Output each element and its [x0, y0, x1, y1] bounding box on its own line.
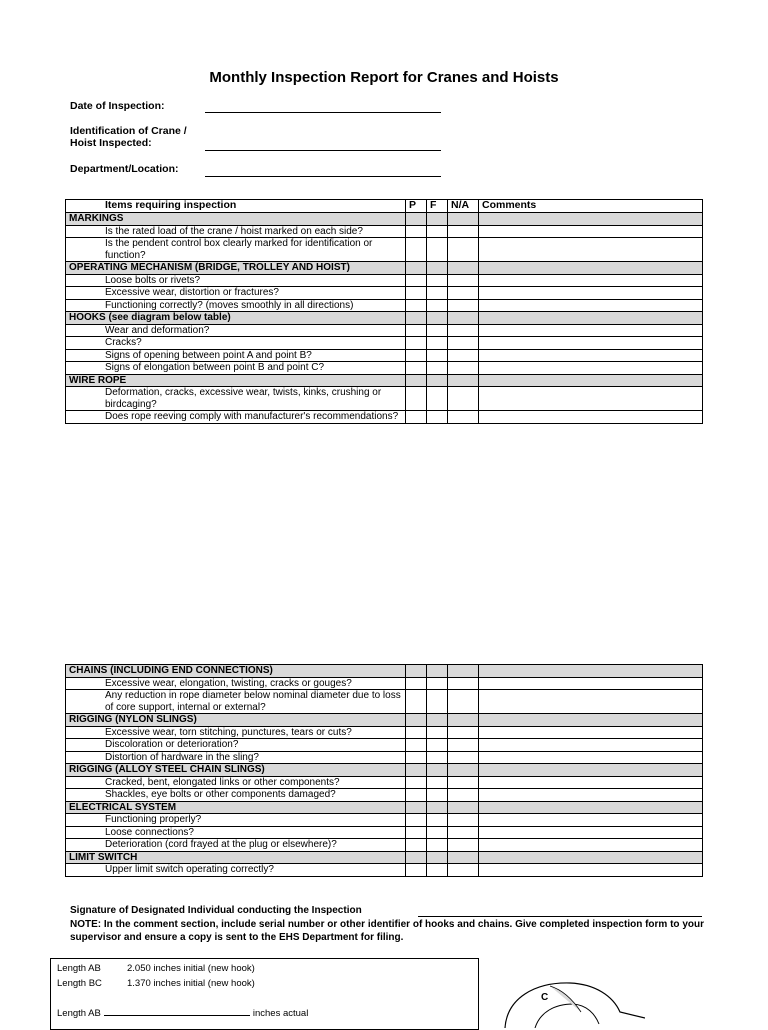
table-row	[66, 751, 703, 764]
item-label: Is the rated load of the crane / hoist marked on each side?	[66, 225, 406, 238]
table-row	[66, 726, 703, 739]
f-cell[interactable]	[427, 287, 448, 300]
point-c-label: C	[541, 992, 549, 1003]
table-row	[66, 739, 703, 752]
comments-cell[interactable]	[479, 776, 703, 789]
comments-cell[interactable]	[479, 864, 703, 877]
item-label: Shackles, eye bolts or other components damaged?	[66, 789, 406, 802]
length-bc-label: Length BC	[57, 978, 102, 989]
section-row	[66, 764, 703, 777]
item-label: Discoloration or deterioration?	[66, 739, 406, 752]
item-label: Deterioration (cord frayed at the plug or elsewhere)?	[66, 839, 406, 852]
p-cell[interactable]	[406, 826, 427, 839]
f-cell[interactable]	[427, 238, 448, 262]
na-cell[interactable]	[448, 826, 479, 839]
hook-length-box	[50, 958, 479, 1030]
na-cell[interactable]	[448, 349, 479, 362]
p-cell[interactable]	[406, 677, 427, 690]
na-cell[interactable]	[448, 677, 479, 690]
table-row	[66, 349, 703, 362]
item-label: Loose bolts or rivets?	[66, 274, 406, 287]
length-actual-suffix: inches actual	[252, 1008, 309, 1019]
f-cell[interactable]	[427, 387, 448, 411]
na-cell[interactable]	[448, 739, 479, 752]
table-row	[66, 826, 703, 839]
section-operating: OPERATING MECHANISM (BRIDGE, TROLLEY AND HOIST)	[66, 262, 406, 275]
comments-cell[interactable]	[479, 789, 703, 802]
na-cell[interactable]	[448, 839, 479, 852]
table-row	[66, 225, 703, 238]
item-label: Functioning correctly? (moves smoothly in all directions)	[66, 299, 406, 312]
na-cell[interactable]	[448, 411, 479, 424]
comments-cell[interactable]	[479, 287, 703, 300]
hook-diagram	[495, 978, 645, 1028]
table-row	[66, 839, 703, 852]
table-row	[66, 238, 703, 262]
dept-label: Department/Location:	[70, 163, 179, 175]
header-p: P	[406, 200, 427, 213]
f-cell[interactable]	[427, 839, 448, 852]
table-row	[66, 864, 703, 877]
item-label: Functioning properly?	[66, 814, 406, 827]
item-label: Excessive wear, distortion or fractures?	[66, 287, 406, 300]
f-cell[interactable]	[427, 324, 448, 337]
section-row	[66, 801, 703, 814]
comments-cell[interactable]	[479, 337, 703, 350]
header-items: Items requiring inspection	[66, 200, 406, 213]
table-row	[66, 690, 703, 714]
f-cell[interactable]	[427, 864, 448, 877]
table-row	[66, 362, 703, 375]
table-header-row	[66, 200, 703, 213]
p-cell[interactable]	[406, 362, 427, 375]
f-cell[interactable]	[427, 726, 448, 739]
section-row	[66, 714, 703, 727]
f-cell[interactable]	[427, 751, 448, 764]
item-label: Is the pendent control box clearly marked for identification or function?	[66, 238, 406, 262]
p-cell[interactable]	[406, 337, 427, 350]
na-cell[interactable]	[448, 238, 479, 262]
p-cell[interactable]	[406, 690, 427, 714]
na-cell[interactable]	[448, 274, 479, 287]
item-label: Signs of elongation between point B and point C?	[66, 362, 406, 375]
table-row	[66, 324, 703, 337]
section-electrical: ELECTRICAL SYSTEM	[66, 801, 406, 814]
na-cell[interactable]	[448, 751, 479, 764]
na-cell[interactable]	[448, 324, 479, 337]
p-cell[interactable]	[406, 238, 427, 262]
na-cell[interactable]	[448, 814, 479, 827]
p-cell[interactable]	[406, 789, 427, 802]
section-wire-rope: WIRE ROPE	[66, 374, 406, 387]
f-cell[interactable]	[427, 362, 448, 375]
length-ab-value: 2.050 inches initial (new hook)	[127, 963, 255, 974]
section-row	[66, 665, 703, 678]
item-label: Excessive wear, torn stitching, punctures, tears or cuts?	[66, 726, 406, 739]
p-cell[interactable]	[406, 387, 427, 411]
section-row	[66, 213, 703, 226]
p-cell[interactable]	[406, 299, 427, 312]
section-hooks: HOOKS (see diagram below table)	[66, 312, 406, 325]
table-row	[66, 299, 703, 312]
item-label: Excessive wear, elongation, twisting, cracks or gouges?	[66, 677, 406, 690]
na-cell[interactable]	[448, 690, 479, 714]
table-row	[66, 287, 703, 300]
comments-cell[interactable]	[479, 739, 703, 752]
table-row	[66, 274, 703, 287]
p-cell[interactable]	[406, 739, 427, 752]
comments-cell[interactable]	[479, 726, 703, 739]
page-title: Monthly Inspection Report for Cranes and Hoists	[209, 69, 559, 86]
hook-inner-curve	[535, 1004, 599, 1028]
na-cell[interactable]	[448, 225, 479, 238]
na-cell[interactable]	[448, 864, 479, 877]
item-label: Deformation, cracks, excessive wear, twists, kinks, crushing or birdcaging?	[66, 387, 406, 411]
f-cell[interactable]	[427, 299, 448, 312]
f-cell[interactable]	[427, 789, 448, 802]
f-cell[interactable]	[427, 274, 448, 287]
p-cell[interactable]	[406, 225, 427, 238]
na-cell[interactable]	[448, 287, 479, 300]
table-row	[66, 337, 703, 350]
na-cell[interactable]	[448, 776, 479, 789]
f-cell[interactable]	[427, 677, 448, 690]
item-label: Any reduction in rope diameter below nominal diameter due to loss of core support, internal or external?	[66, 690, 406, 714]
section-chains: CHAINS (INCLUDING END CONNECTIONS)	[66, 665, 406, 678]
f-cell[interactable]	[427, 337, 448, 350]
comments-cell[interactable]	[479, 411, 703, 424]
comments-cell[interactable]	[479, 362, 703, 375]
p-cell[interactable]	[406, 349, 427, 362]
comments-cell[interactable]	[479, 324, 703, 337]
date-label: Date of Inspection:	[70, 100, 165, 112]
p-cell[interactable]	[406, 839, 427, 852]
ident-label-line2: Hoist Inspected:	[70, 137, 152, 149]
comments-cell[interactable]	[479, 751, 703, 764]
na-cell[interactable]	[448, 789, 479, 802]
f-cell[interactable]	[427, 411, 448, 424]
p-cell[interactable]	[406, 726, 427, 739]
p-cell[interactable]	[406, 324, 427, 337]
comments-cell[interactable]	[479, 299, 703, 312]
comments-cell[interactable]	[479, 349, 703, 362]
header-f: F	[427, 200, 448, 213]
section-alloy: RIGGING (ALLOY STEEL CHAIN SLINGS)	[66, 764, 406, 777]
comments-cell[interactable]	[479, 814, 703, 827]
comments-cell[interactable]	[479, 826, 703, 839]
item-label: Wear and deformation?	[66, 324, 406, 337]
f-cell[interactable]	[427, 826, 448, 839]
f-cell[interactable]	[427, 776, 448, 789]
item-label: Does rope reeving comply with manufacturer's recommendations?	[66, 411, 406, 424]
length-ab-actual-label: Length AB	[57, 1008, 101, 1019]
na-cell[interactable]	[448, 299, 479, 312]
comments-cell[interactable]	[479, 677, 703, 690]
section-limit-switch: LIMIT SWITCH	[66, 851, 406, 864]
table-row	[66, 411, 703, 424]
note-text: NOTE: In the comment section, include serial number or other identifier of hooks and chains. Give completed inspection form to your supervisor and ensure a copy is sent to the EHS Department for filing.	[70, 918, 704, 943]
p-cell[interactable]	[406, 274, 427, 287]
section-row	[66, 374, 703, 387]
f-cell[interactable]	[427, 739, 448, 752]
comments-cell[interactable]	[479, 690, 703, 714]
length-bc-value: 1.370 inches initial (new hook)	[127, 978, 255, 989]
ident-label	[70, 125, 187, 149]
table-row	[66, 387, 703, 411]
header-na: N/A	[448, 200, 479, 213]
item-label: Signs of opening between point A and point B?	[66, 349, 406, 362]
section-markings: MARKINGS	[66, 213, 406, 226]
table-row	[66, 677, 703, 690]
comments-cell[interactable]	[479, 387, 703, 411]
p-cell[interactable]	[406, 776, 427, 789]
inspection-table-1	[65, 199, 703, 424]
p-cell[interactable]	[406, 287, 427, 300]
inspection-table-2	[65, 664, 703, 877]
item-label: Cracks?	[66, 337, 406, 350]
na-cell[interactable]	[448, 362, 479, 375]
header-comments: Comments	[479, 200, 703, 213]
item-label: Loose connections?	[66, 826, 406, 839]
item-label: Distortion of hardware in the sling?	[66, 751, 406, 764]
dept-field[interactable]	[205, 176, 441, 177]
signature-block	[70, 904, 710, 945]
section-row	[66, 851, 703, 864]
section-nylon: RIGGING (NYLON SLINGS)	[66, 714, 406, 727]
ident-field[interactable]	[205, 150, 441, 151]
section-row	[66, 312, 703, 325]
section-row	[66, 262, 703, 275]
na-cell[interactable]	[448, 726, 479, 739]
length-ab-label: Length AB	[57, 963, 101, 974]
hook-shading	[550, 986, 581, 1012]
date-field[interactable]	[205, 112, 441, 113]
p-cell[interactable]	[406, 814, 427, 827]
p-cell[interactable]	[406, 411, 427, 424]
f-cell[interactable]	[427, 690, 448, 714]
table-row	[66, 814, 703, 827]
p-cell[interactable]	[406, 864, 427, 877]
length-ab-actual-row	[57, 1008, 308, 1019]
na-cell[interactable]	[448, 387, 479, 411]
comments-cell[interactable]	[479, 238, 703, 262]
table-row	[66, 776, 703, 789]
item-label: Upper limit switch operating correctly?	[66, 864, 406, 877]
ident-label-line1: Identification of Crane /	[70, 125, 187, 137]
f-cell[interactable]	[427, 225, 448, 238]
comments-cell[interactable]	[479, 839, 703, 852]
comments-cell[interactable]	[479, 274, 703, 287]
f-cell[interactable]	[427, 814, 448, 827]
signature-label: Signature of Designated Individual conducting the Inspection	[70, 905, 362, 916]
comments-cell[interactable]	[479, 225, 703, 238]
na-cell[interactable]	[448, 337, 479, 350]
p-cell[interactable]	[406, 751, 427, 764]
table-row	[66, 789, 703, 802]
f-cell[interactable]	[427, 349, 448, 362]
item-label: Cracked, bent, elongated links or other components?	[66, 776, 406, 789]
signature-field[interactable]	[418, 916, 702, 917]
length-ab-actual-field[interactable]	[104, 1015, 250, 1016]
